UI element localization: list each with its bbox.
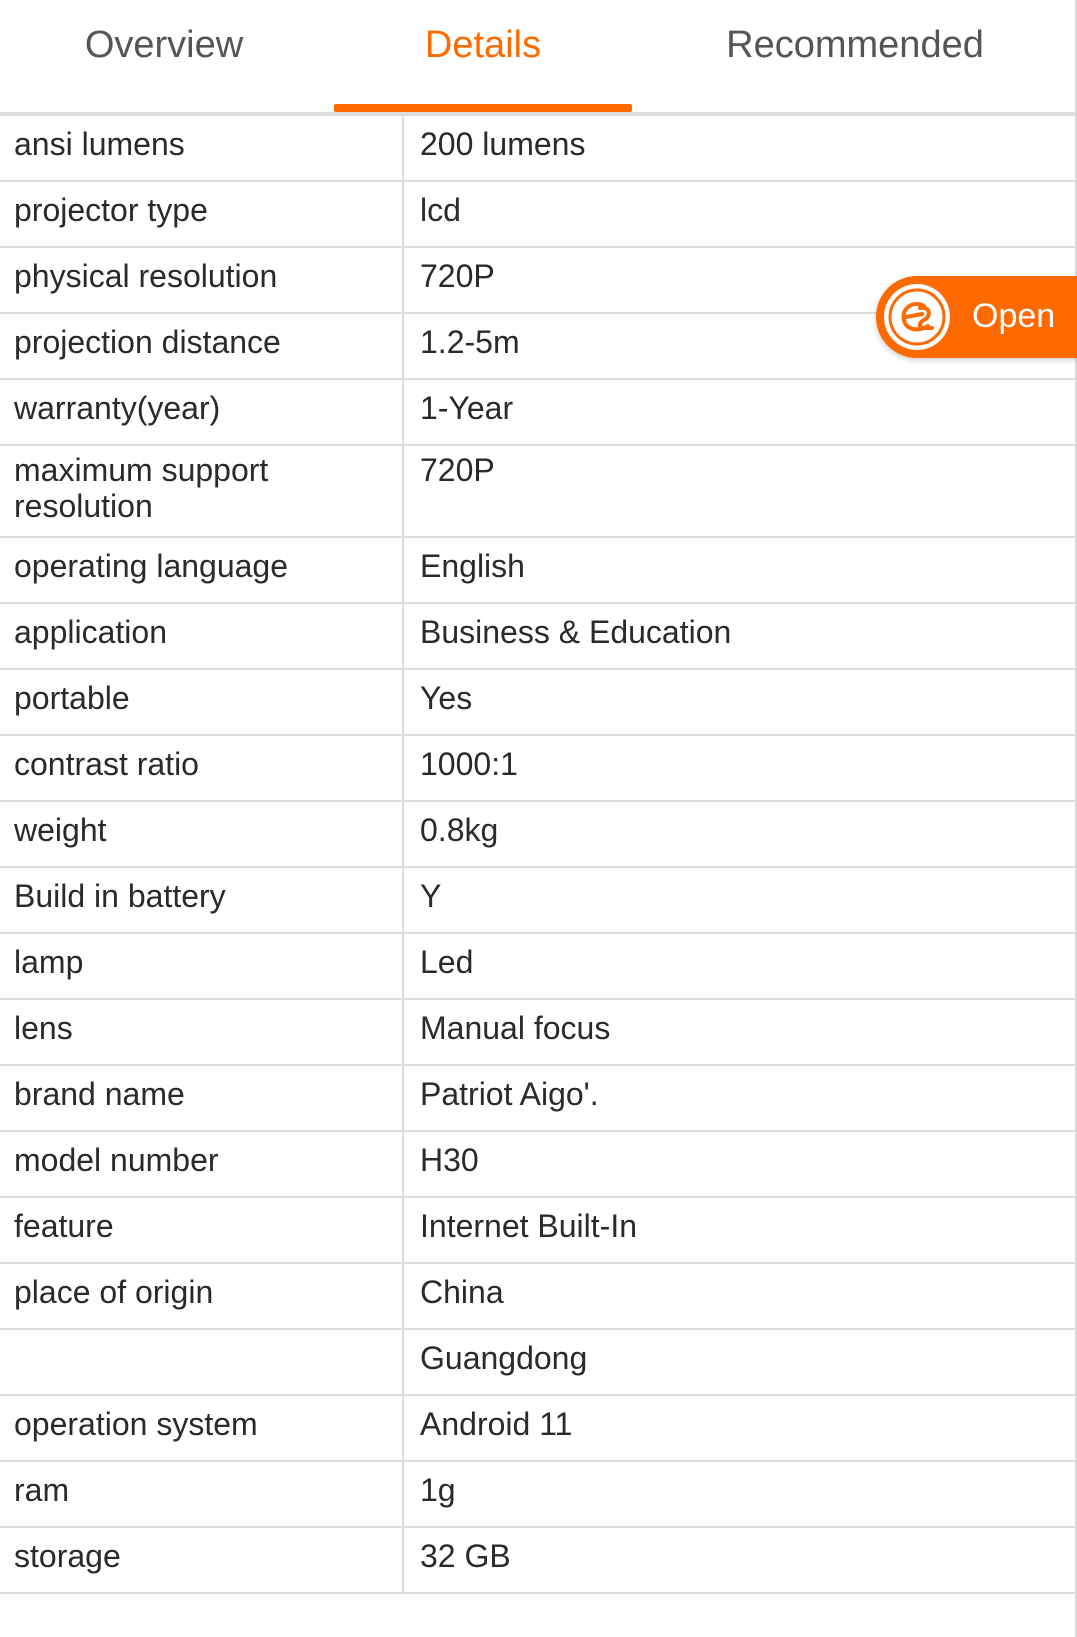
table-row <box>0 379 1077 445</box>
table-row <box>0 603 1077 669</box>
spec-value: Led <box>403 933 1077 999</box>
tab-bar <box>0 0 1077 114</box>
spec-label: warranty(year) <box>0 379 403 445</box>
table-row <box>0 1263 1077 1329</box>
spec-label: ansi lumens <box>0 115 403 181</box>
spec-label: contrast ratio <box>0 735 403 801</box>
spec-value: Y <box>403 867 1077 933</box>
spec-label: application <box>0 603 403 669</box>
tab-overview[interactable]: Overview <box>84 24 244 66</box>
spec-label: physical resolution <box>0 247 403 313</box>
spec-value: Yes <box>403 669 1077 735</box>
spec-value: 1000:1 <box>403 735 1077 801</box>
spec-value: 1.2-5m <box>403 313 1077 379</box>
spec-label <box>0 1329 403 1395</box>
alibaba-logo-icon <box>884 284 950 350</box>
table-row <box>0 867 1077 933</box>
table-row <box>0 801 1077 867</box>
spec-value: lcd <box>403 181 1077 247</box>
table-row <box>0 1197 1077 1263</box>
spec-value: Guangdong <box>403 1329 1077 1395</box>
spec-value: 32 GB <box>403 1527 1077 1593</box>
spec-label: brand name <box>0 1065 403 1131</box>
spec-label: portable <box>0 669 403 735</box>
spec-label: maximum support resolution <box>0 445 403 537</box>
spec-label: projection distance <box>0 313 403 379</box>
table-row <box>0 1065 1077 1131</box>
table-row <box>0 933 1077 999</box>
spec-label: lens <box>0 999 403 1065</box>
spec-value: 720P <box>403 247 1077 313</box>
table-row <box>0 1461 1077 1527</box>
spec-value: 200 lumens <box>403 115 1077 181</box>
spec-value: H30 <box>403 1131 1077 1197</box>
spec-value: 720P <box>403 445 1077 537</box>
active-tab-indicator <box>334 104 632 112</box>
spec-label: ram <box>0 1461 403 1527</box>
alibaba-logo-glyph <box>884 284 950 350</box>
open-app-button[interactable] <box>876 276 1077 358</box>
open-button-label: Open <box>972 297 1056 335</box>
tab-details[interactable]: Details <box>424 24 542 66</box>
spec-value: China <box>403 1263 1077 1329</box>
table-row <box>0 181 1077 247</box>
spec-label: storage <box>0 1527 403 1593</box>
spec-label: lamp <box>0 933 403 999</box>
spec-value: English <box>403 537 1077 603</box>
spec-label: feature <box>0 1197 403 1263</box>
table-row <box>0 1395 1077 1461</box>
spec-value: 1-Year <box>403 379 1077 445</box>
spec-label: operating language <box>0 537 403 603</box>
spec-label: Build in battery <box>0 867 403 933</box>
spec-value: Business & Education <box>403 603 1077 669</box>
spec-value: 1g <box>403 1461 1077 1527</box>
spec-value: Android 11 <box>403 1395 1077 1461</box>
spec-label: model number <box>0 1131 403 1197</box>
table-row <box>0 999 1077 1065</box>
table-row <box>0 1527 1077 1593</box>
table-row <box>0 1131 1077 1197</box>
spec-label: place of origin <box>0 1263 403 1329</box>
spec-label: weight <box>0 801 403 867</box>
table-row <box>0 115 1077 181</box>
spec-value: 0.8kg <box>403 801 1077 867</box>
spec-value: Manual focus <box>403 999 1077 1065</box>
tab-recommended[interactable]: Recommended <box>726 24 984 66</box>
spec-value: Patriot Aigo'. <box>403 1065 1077 1131</box>
table-row <box>0 537 1077 603</box>
table-row <box>0 669 1077 735</box>
table-row <box>0 1329 1077 1395</box>
table-row <box>0 445 1077 537</box>
table-row <box>0 735 1077 801</box>
spec-label: projector type <box>0 181 403 247</box>
spec-label: operation system <box>0 1395 403 1461</box>
spec-value: Internet Built-In <box>403 1197 1077 1263</box>
